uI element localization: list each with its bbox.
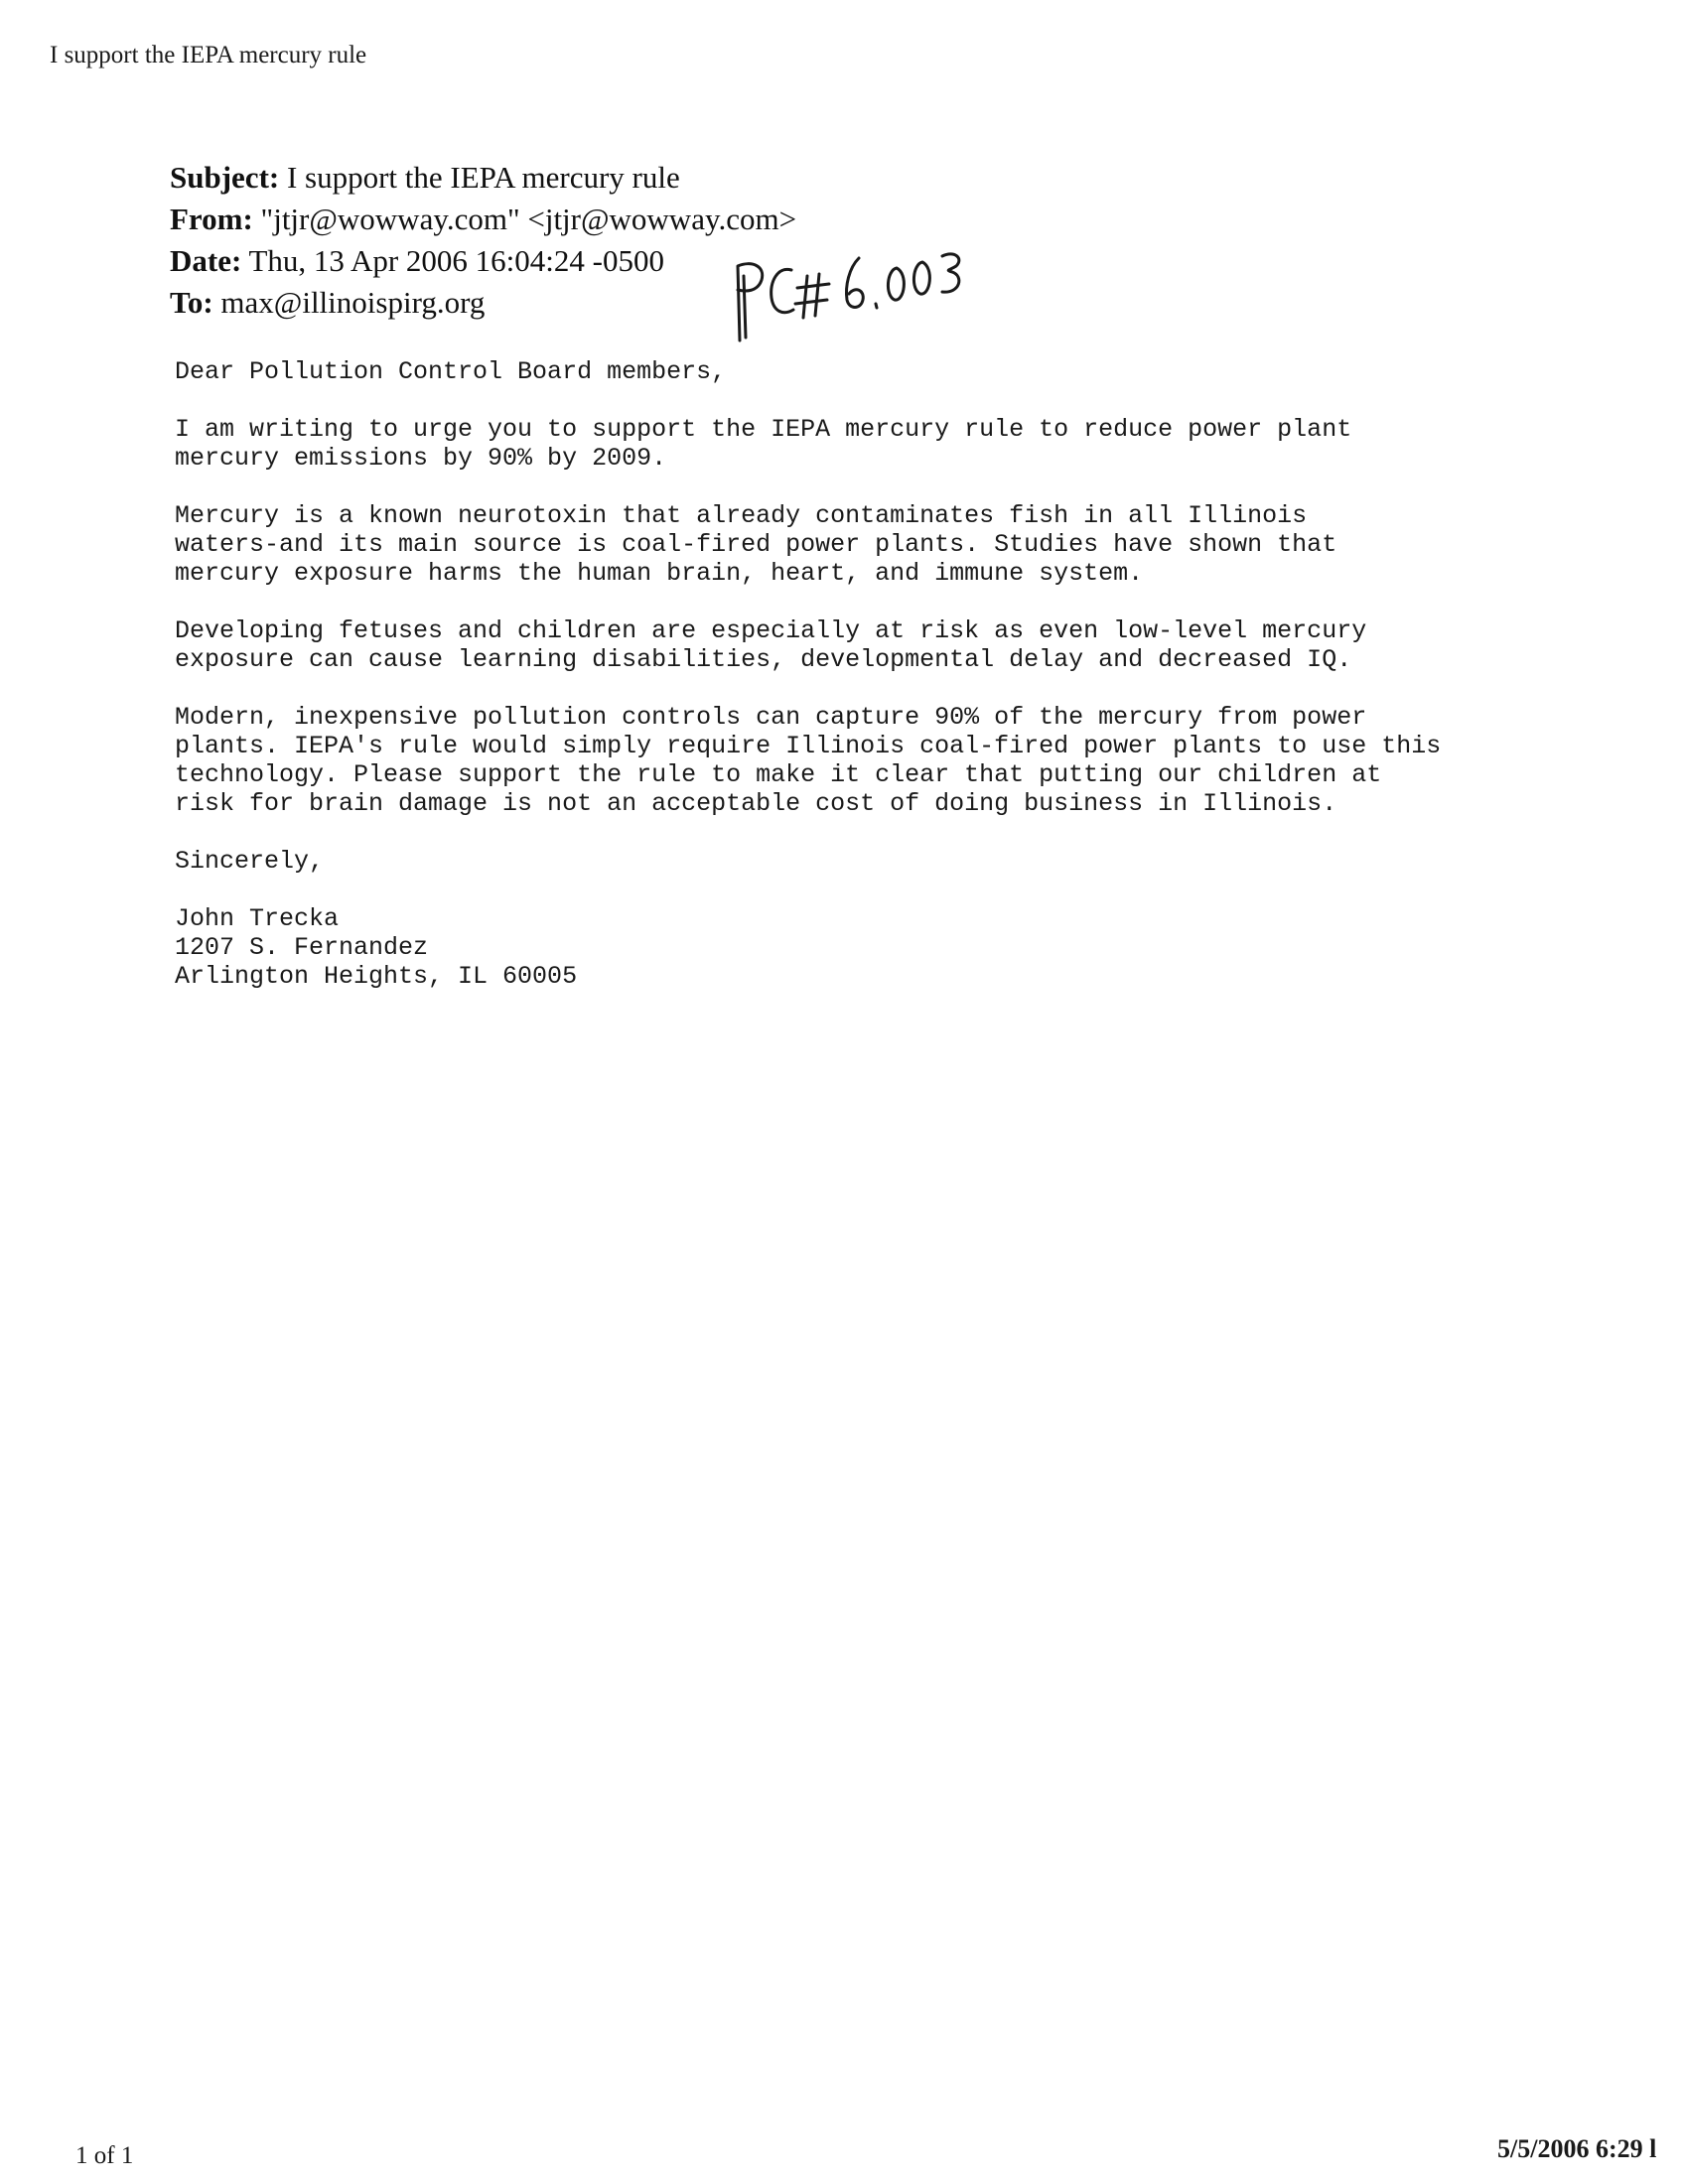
paragraph-line: waters-and its main source is coal-fired power plants. Studies have shown that — [175, 530, 1337, 559]
paragraph-line: Modern, inexpensive pollution controls can capture 90% of the mercury from power — [175, 703, 1367, 732]
address-line-2: Arlington Heights, IL 60005 — [175, 962, 578, 991]
paragraph-2 — [175, 501, 1441, 588]
from-label: From: — [170, 202, 253, 236]
paragraph-4 — [175, 703, 1441, 818]
paragraph-line: mercury exposure harms the human brain, heart, and immune system. — [175, 559, 1144, 588]
signature-name: John Trecka — [175, 904, 340, 933]
paragraph-line: I am writing to urge you to support the IEPA mercury rule to reduce power plant — [175, 415, 1352, 444]
paragraph-line: technology. Please support the rule to make it clear that putting our children at — [175, 760, 1382, 789]
from-row — [170, 199, 796, 240]
paragraph-line: Developing fetuses and children are especially at risk as even low-level mercury — [175, 616, 1367, 645]
date-value: Thu, 13 Apr 2006 16:04:24 -0500 — [248, 243, 664, 278]
paragraph-3 — [175, 616, 1441, 674]
address-line-1: 1207 S. Fernandez — [175, 933, 429, 962]
print-timestamp: 5/5/2006 6:29 l — [1497, 2134, 1657, 2163]
handwritten-pc-number — [732, 246, 970, 345]
date-row — [170, 240, 796, 282]
page-count: 1 of 1 — [75, 2142, 134, 2169]
to-label: To: — [170, 285, 213, 320]
salutation: Dear Pollution Control Board members, — [175, 357, 727, 386]
paragraph-line: mercury emissions by 90% by 2009. — [175, 444, 667, 473]
paragraph-line: plants. IEPA's rule would simply require Illinois coal-fired power plants to use this — [175, 732, 1442, 760]
subject-label: Subject: — [170, 160, 280, 195]
closing: Sincerely, — [175, 847, 325, 876]
to-value: max@illinoispirg.org — [220, 285, 486, 320]
letter-body — [175, 357, 1441, 1020]
paragraph-line: exposure can cause learning disabilities, developmental delay and decreased IQ. — [175, 645, 1352, 674]
print-page-header: I support the IEPA mercury rule — [50, 42, 367, 68]
date-label: Date: — [170, 243, 242, 278]
subject-value: I support the IEPA mercury rule — [286, 160, 680, 195]
subject-row — [170, 157, 796, 199]
paragraph-line: Mercury is a known neurotoxin that already contaminates fish in all Illinois — [175, 501, 1308, 530]
signature-block — [175, 904, 1441, 991]
from-value: "jtjr@wowway.com" <jtjr@wowway.com> — [260, 202, 797, 236]
email-header-block — [170, 157, 796, 324]
to-row — [170, 282, 796, 324]
paragraph-line: risk for brain damage is not an acceptable cost of doing business in Illinois. — [175, 789, 1337, 818]
paragraph-1 — [175, 415, 1441, 473]
